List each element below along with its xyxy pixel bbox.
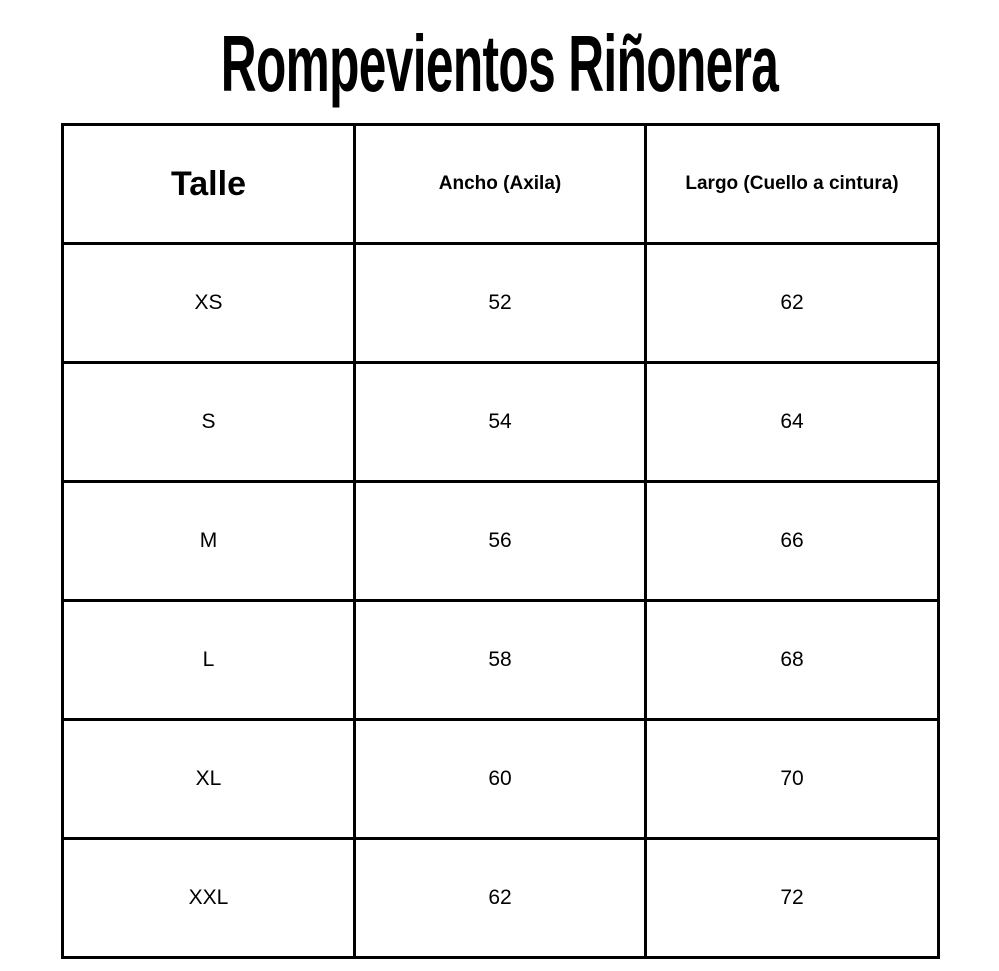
table-row bbox=[63, 482, 939, 601]
table-row bbox=[63, 839, 939, 958]
header-ancho: Ancho (Axila) bbox=[355, 125, 646, 244]
cell-ancho: 62 bbox=[355, 839, 646, 958]
header-talle: Talle bbox=[63, 125, 355, 244]
cell-talle: XL bbox=[63, 720, 355, 839]
table-row bbox=[63, 363, 939, 482]
size-chart-table bbox=[61, 123, 940, 959]
cell-largo: 70 bbox=[646, 720, 939, 839]
cell-ancho: 56 bbox=[355, 482, 646, 601]
cell-ancho: 52 bbox=[355, 244, 646, 363]
cell-talle: S bbox=[63, 363, 355, 482]
table-row bbox=[63, 244, 939, 363]
cell-talle: XXL bbox=[63, 839, 355, 958]
cell-largo: 72 bbox=[646, 839, 939, 958]
table-row bbox=[63, 720, 939, 839]
header-largo: Largo (Cuello a cintura) bbox=[646, 125, 939, 244]
cell-talle: M bbox=[63, 482, 355, 601]
page-title: Rompevientos Riñonera bbox=[220, 19, 779, 108]
table-header-row bbox=[63, 125, 939, 244]
cell-ancho: 60 bbox=[355, 720, 646, 839]
cell-largo: 64 bbox=[646, 363, 939, 482]
cell-largo: 68 bbox=[646, 601, 939, 720]
cell-talle: XS bbox=[63, 244, 355, 363]
cell-ancho: 58 bbox=[355, 601, 646, 720]
cell-ancho: 54 bbox=[355, 363, 646, 482]
cell-largo: 62 bbox=[646, 244, 939, 363]
table-row bbox=[63, 601, 939, 720]
cell-talle: L bbox=[63, 601, 355, 720]
cell-largo: 66 bbox=[646, 482, 939, 601]
